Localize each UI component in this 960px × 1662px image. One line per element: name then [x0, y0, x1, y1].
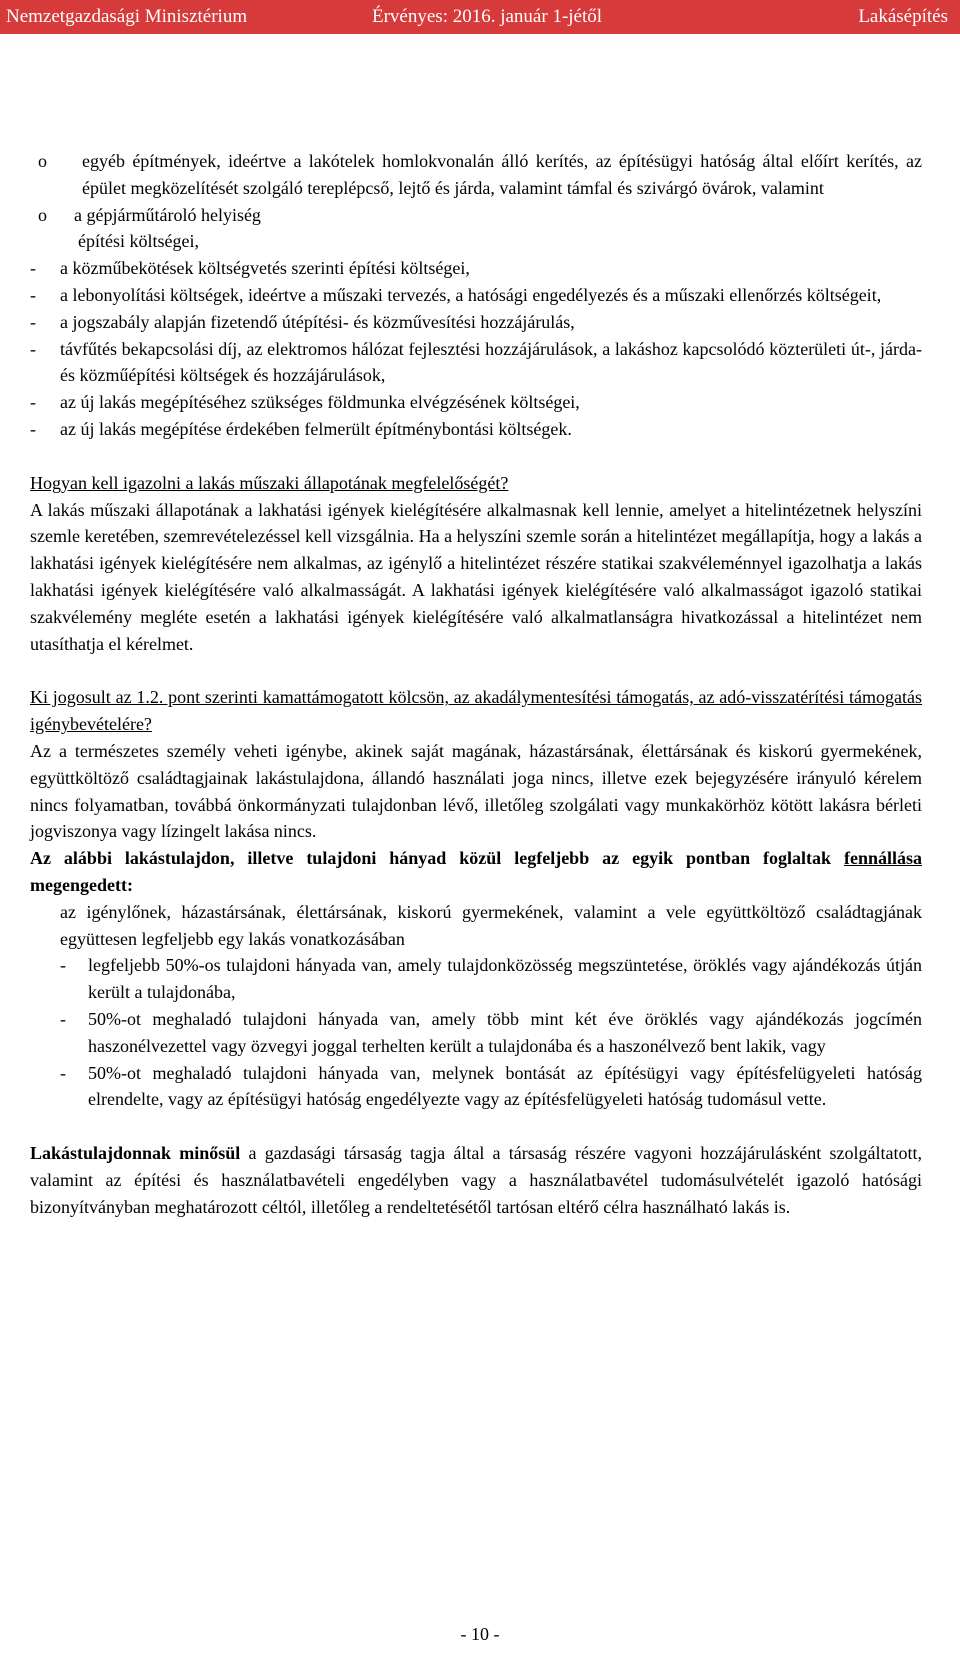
list-item [30, 336, 922, 390]
ownership-intro: az igénylőnek, házastársának, élettársának, kiskorú gyermekének, valamint a vele együttköltöző családtagjának együttesen legfeljebb egy lakás vonatkozásában [60, 901, 922, 949]
spacer [30, 657, 922, 684]
bold-heading-underlined: fennállása [843, 848, 922, 869]
build-costs-line: építési költségei, [78, 231, 199, 252]
dash-mark: - [30, 258, 36, 279]
list-item [30, 255, 922, 282]
header-validity: Érvényes: 2016. január 1-jétől [372, 6, 603, 27]
dash-mark: - [60, 1062, 66, 1083]
dash-mark: - [30, 338, 36, 359]
dash-mark: - [30, 311, 36, 332]
list-item-text: a jogszabály alapján fizetendő útépítési- és közművesítési hozzájárulás, [60, 311, 575, 332]
list-item [30, 1006, 922, 1060]
list-item [30, 282, 922, 309]
list-item-text: az új lakás megépítése érdekében felmerült építménybontási költségek. [60, 418, 572, 439]
bold-heading-ownership [30, 845, 922, 899]
page-header [0, 0, 960, 34]
list-item-text: a gépjárműtároló helyiség [74, 204, 261, 225]
list-item [30, 389, 922, 416]
spacer [30, 1113, 922, 1140]
list-item-text: egyéb építmények, ideértve a lakótelek homlokvonalán álló kerítés, az építésügyi hatóság által előírt kerítés, az épület megközelítését szolgáló tereplépcső, lejtő és járda, valamint támfal és szivárgó övárok, valamint [82, 151, 922, 198]
list-item-text: a közműbekötések költségvetés szerinti építési költségei, [60, 258, 470, 279]
definition-text: a gazdasági társaság tagja által a társaság részére vagyoni hozzájárulásként szolgáltatott, valamint az építési és használatbavételi engedélyben vagy a használatbavétel tudomásulvételét igazoló hatósági bizonyítványban meghatározott céltól, illetőleg a rendeltetésétől tartósan eltérő célra használható lakás is. [30, 1143, 922, 1217]
page-number: - 10 - [460, 1624, 500, 1644]
bold-heading-part-a: Az alábbi lakástulajdon, illetve tulajdoni hányad közül legfeljebb az egyik pontban foglaltak [30, 848, 844, 869]
list-item [30, 416, 922, 443]
dash-mark: - [60, 955, 66, 976]
bullet-o: o [38, 151, 47, 171]
bullet-o: o [38, 204, 47, 225]
header-ministry: Nemzetgazdasági Minisztérium [6, 6, 248, 27]
list-item-text: 50%-ot meghaladó tulajdoni hányada van, amely több mint két éve öröklés vagy ajándékozás jogcímén haszonélvezettel vagy özvegyi joggal terhelten került a tulajdonába és a haszonélvező bent lakik, vagy [88, 1008, 922, 1056]
list-item [30, 952, 922, 1006]
dash-mark: - [30, 392, 36, 413]
list-item [30, 202, 922, 229]
list-item-text: távfűtés bekapcsolási díj, az elektromos hálózat fejlesztési hozzájárulások, a lakáshoz kapcsolódó közterületi út-, járda- és közműépítési költségek és hozzájárulások, [60, 338, 922, 386]
dash-mark: - [60, 1008, 66, 1029]
section-question-technical-condition: Hogyan kell igazolni a lakás műszaki állapotának megfelelőségét? [30, 472, 509, 493]
list-item-text: legfeljebb 50%-os tulajdoni hányada van, amely tulajdonközösség megszüntetése, öröklés vagy ajándékozás útján került a tulajdonába, [88, 955, 922, 1003]
document-body [30, 148, 922, 1220]
ownership-definition [30, 1140, 922, 1220]
list-item [30, 1060, 922, 1114]
section-body-eligibility: Az a természetes személy veheti igénybe, akinek saját magának, házastársának, élettársának és kiskorú gyermekének, együttköltöző családtagjainak lakástulajdona, állandó használati joga nincs, illetve ezek bejegyzésére irányuló kérelem nincs folyamatban, továbbá önkormányzati tulajdonban lévő, illetőleg szolgálati vagy munkakörhöz kötött lakásra bérleti jogviszonya vagy lízingelt lakása nincs. [30, 740, 922, 842]
dash-mark: - [30, 418, 36, 439]
bold-heading-part-b: megengedett: [30, 874, 133, 895]
list-item-text: a lebonyolítási költségek, ideértve a műszaki tervezés, a hatósági engedélyezés és a műszaki ellenőrzés költségeit, [60, 284, 882, 305]
list-item-text: az új lakás megépítéséhez szükséges földmunka elvégzésének költségei, [60, 392, 580, 413]
list-item-text: 50%-ot meghaladó tulajdoni hányada van, melynek bontását az építésügyi vagy építésfelügyeleti hatóság elrendelte, vagy az építésügyi hatóság engedélyezte vagy az építésfelügyeleti hatóság tudomásul vette. [88, 1062, 922, 1110]
dash-mark: - [30, 284, 36, 305]
section-question-eligibility: Ki jogosult az 1.2. pont szerinti kamattámogatott kölcsön, az akadálymentesítési támogatás, az adó-visszatérítési támogatás igénybevételére? [30, 687, 922, 735]
section-body-technical-condition: A lakás műszaki állapotának a lakhatási igények kielégítésére alkalmasnak kell lennie, amelyet a hitelintézetnek helyszíni szemle keretében, szemrevételezéssel kell vizsgálnia. Ha a helyszíni szemle során a hitelintézet megállapítja, hogy a lakás a lakhatási igények kielégítésére nem alkalmas, az igénylő a hitelintézet részére statikai szakvéleménnyel igazolhatja a lakás lakhatási igények kielégítésére való alkalmasságát. A lakhatási igények kielégítésére való alkalmasságot igazoló statikai szakvélemény megléte esetén a lakhatási igények kielégítésére való alkalmatlanságra hivatkozással a hitelintézet nem utasíthatja el kérelmet. [30, 499, 922, 654]
list-item [30, 148, 922, 202]
header-topic: Lakásépítés [858, 6, 948, 27]
list-item [30, 309, 922, 336]
definition-term: Lakástulajdonnak minősül [30, 1143, 241, 1164]
spacer [30, 443, 922, 470]
